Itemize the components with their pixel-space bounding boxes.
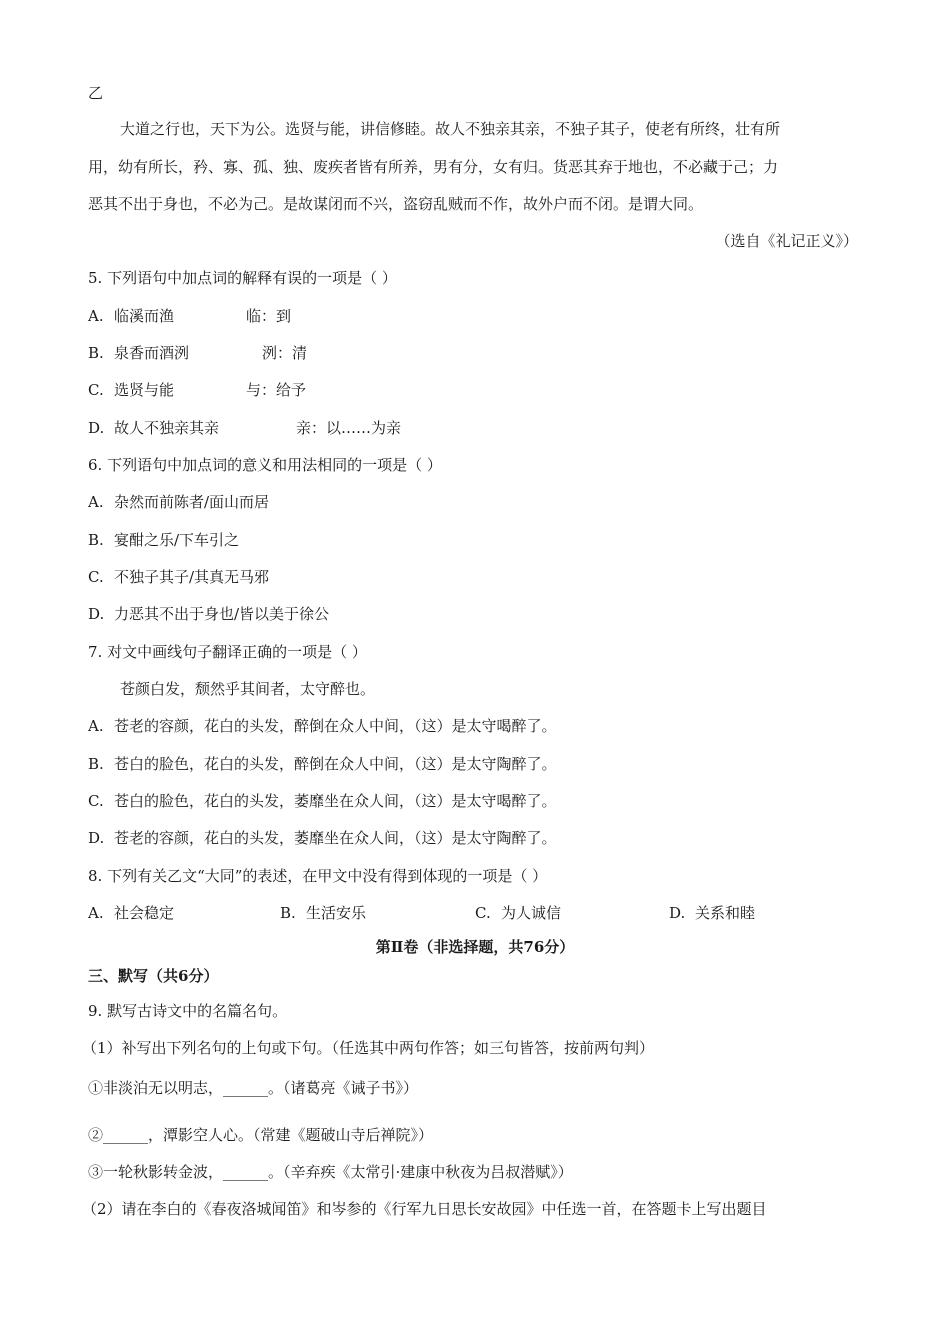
- option-label: C.: [88, 568, 104, 586]
- option-text: 泉香而酒洌: [114, 344, 190, 362]
- option-label: B.: [280, 904, 296, 922]
- option-label: C.: [88, 792, 104, 810]
- option-label: B.: [88, 755, 104, 773]
- option-text: 苍白的脸色，花白的头发，醉倒在众人中间，（这）是太守陶醉了。: [114, 755, 557, 773]
- q7-option-c: [88, 791, 557, 811]
- q8-option-b: [280, 903, 366, 923]
- option-text: 力恶其不出于身也/皆以美于徐公: [114, 605, 330, 623]
- option-text: 苍老的容颜，花白的头发，萎靡坐在众人间，（这）是太守陶醉了。: [114, 829, 557, 847]
- option-gloss: 洌：清: [262, 344, 308, 362]
- q7-sentence: 苍颜白发，颓然乎其间者，太守醉也。: [120, 680, 376, 698]
- option-text: 苍老的容颜，花白的头发，醉倒在众人中间，（这）是太守喝醉了。: [114, 717, 557, 735]
- q7-option-d: [88, 828, 557, 848]
- q5-stem: 5. 下列语句中加点词的解释有误的一项是（ ）: [88, 269, 397, 287]
- part2-title: 第Ⅱ卷（非选择题，共76分）: [375, 938, 575, 956]
- option-label: A.: [88, 717, 104, 735]
- passage-line: 恶其不出于身也，不必为己。是故谋闭而不兴，盗窃乱贼而不作，故外户而不闭。是谓大同。: [88, 195, 704, 213]
- text-label-yi: 乙: [88, 84, 104, 102]
- option-label: B.: [88, 531, 104, 549]
- option-gloss: 临：到: [246, 307, 292, 325]
- option-label: C.: [88, 381, 104, 399]
- option-text: 关系和睦: [695, 904, 756, 922]
- q6-option-a: [88, 492, 269, 512]
- q5-option-c: [88, 380, 306, 400]
- option-text: 临溪而渔: [114, 307, 175, 325]
- option-text: 宴酣之乐/下车引之: [114, 531, 240, 549]
- option-label: D.: [88, 419, 105, 437]
- q9-item-2: ②______，潭影空人心。（常建《题破山寺后禅院》）: [88, 1126, 434, 1144]
- option-text: 为人诚信: [501, 904, 562, 922]
- q8-option-c: [475, 903, 561, 923]
- q9-item-1: ①非淡泊无以明志，______。（诸葛亮《诫子书》）: [88, 1079, 419, 1097]
- option-label: D.: [669, 904, 686, 922]
- option-text: 社会稳定: [114, 904, 175, 922]
- q9-sub1: （1）补写出下列名句的上句或下句。（任选其中两句作答；如三句皆答，按前两句判）: [82, 1039, 655, 1057]
- q8-option-a: [88, 903, 174, 923]
- q6-stem: 6. 下列语句中加点词的意义和用法相同的一项是（ ）: [88, 456, 442, 474]
- q9-item-3: ③一轮秋影转金波，______。（辛弃疾《太常引·建康中秋夜为吕叔潜赋》）: [88, 1163, 573, 1181]
- q6-option-c: [88, 567, 269, 587]
- section3-title: 三、默写（共6分）: [88, 967, 219, 985]
- option-label: D.: [88, 829, 105, 847]
- q9-stem: 9. 默写古诗文中的名篇名句。: [88, 1002, 288, 1020]
- q8-options-row: [88, 903, 860, 923]
- option-label: B.: [88, 344, 104, 362]
- q5-option-b: [88, 343, 307, 363]
- option-text: 杂然而前陈者/面山而居: [114, 493, 270, 511]
- option-text: 不独子其子/其真无马邪: [114, 568, 270, 586]
- passage-source: （选自《礼记正义》）: [715, 232, 858, 250]
- q6-option-d: [88, 604, 329, 624]
- q7-option-b: [88, 754, 557, 774]
- q5-option-a: [88, 306, 291, 326]
- q9-sub2: （2）请在李白的《春夜洛城闻笛》和岑参的《行军九日思长安故园》中任选一首，在答题卡上写出题目: [82, 1200, 767, 1218]
- option-label: A.: [88, 493, 104, 511]
- q7-stem: 7. 对文中画线句子翻译正确的一项是（ ）: [88, 643, 367, 661]
- option-text: 选贤与能: [114, 381, 175, 399]
- option-text: 生活安乐: [306, 904, 367, 922]
- q8-stem: 8. 下列有关乙文“大同”的表述，在甲文中没有得到体现的一项是（ ）: [88, 867, 548, 885]
- option-label: A.: [88, 307, 104, 325]
- option-label: C.: [475, 904, 491, 922]
- option-label: A.: [88, 904, 104, 922]
- passage-line: 用，幼有所长，矜、寡、孤、独、废疾者皆有所养，男有分，女有归。货恶其弃于地也，不必藏于己；力: [88, 158, 779, 176]
- option-text: 故人不独亲其亲: [114, 419, 220, 437]
- option-gloss: 亲：以……为亲: [296, 419, 402, 437]
- passage-line: 大道之行也，天下为公。选贤与能，讲信修睦。故人不独亲其亲，不独子其子，使老有所终，壮有所: [120, 120, 781, 138]
- q6-option-b: [88, 530, 239, 550]
- q8-option-d: [669, 903, 755, 923]
- option-label: D.: [88, 605, 105, 623]
- q7-option-a: [88, 716, 557, 736]
- option-text: 苍白的脸色，花白的头发，萎靡坐在众人间，（这）是太守喝醉了。: [114, 792, 557, 810]
- q5-option-d: [88, 418, 401, 438]
- option-gloss: 与：给予: [246, 381, 307, 399]
